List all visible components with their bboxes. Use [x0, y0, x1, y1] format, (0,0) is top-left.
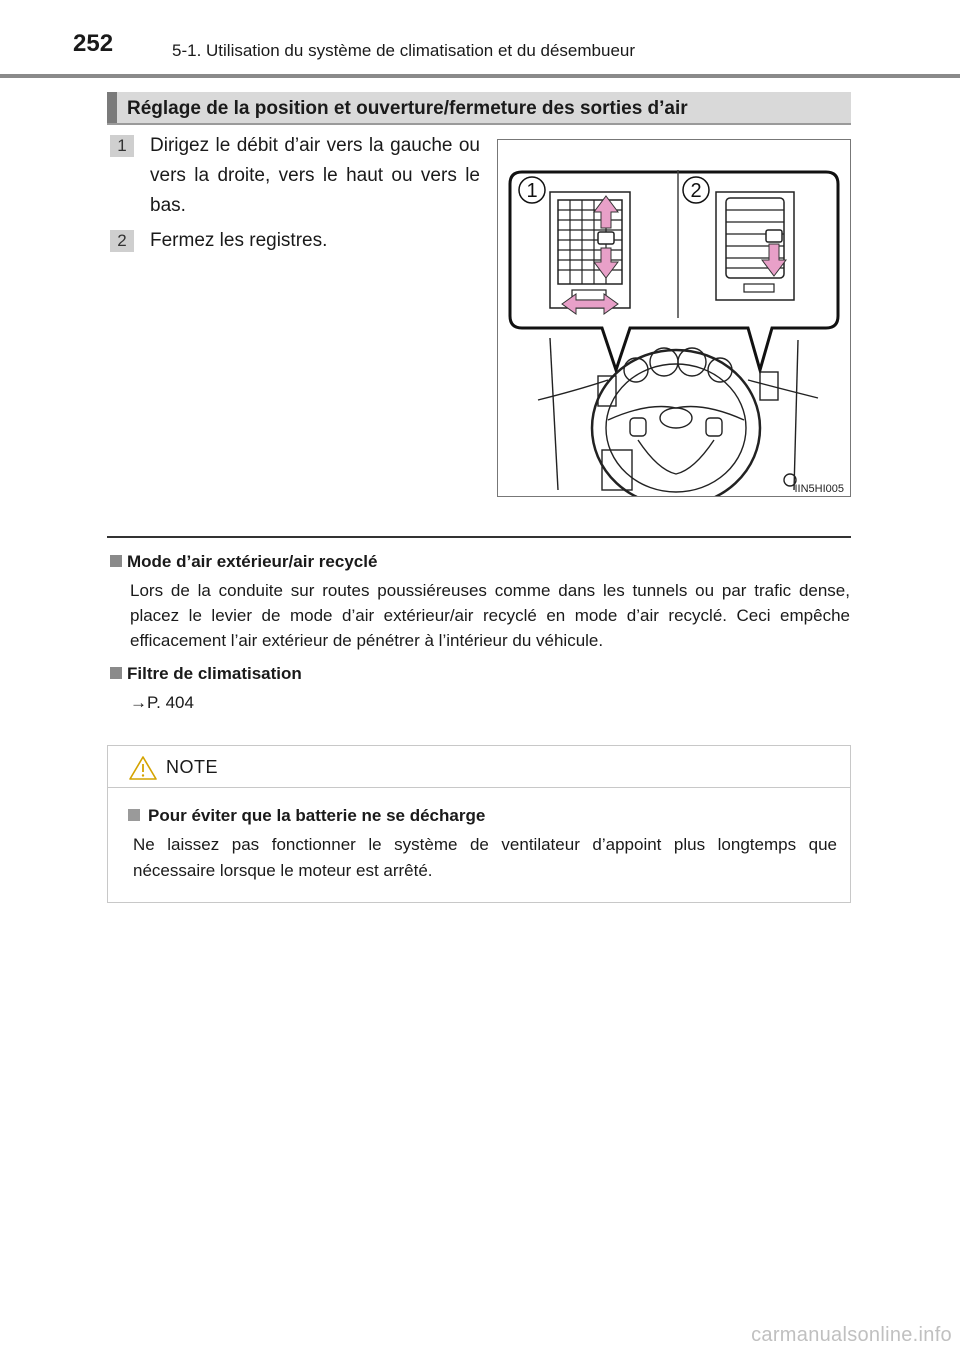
- note-header: [108, 746, 850, 788]
- note-box: [107, 745, 851, 903]
- vent-closed: [716, 192, 794, 300]
- header-rule: [0, 74, 960, 78]
- step-1: [110, 131, 480, 221]
- section-title: Réglage de la position et ouverture/fermeture des sorties d’air: [127, 98, 688, 119]
- illustration-code: IIN5HI005: [794, 483, 844, 495]
- bullet-square-icon: [110, 555, 122, 567]
- section-bar-accent: [107, 92, 117, 123]
- vent-open: [550, 192, 630, 314]
- air-mode-paragraph: Lors de la conduite sur routes poussiéreuses comme dans les tunnels ou par trafic dense, placez le levier de mode d’air extérieur/air recyclé en mode d’air recyclé. Ceci empêche efficacement l’air extérieur de pénétrer à l’intérieur du véhicule.: [130, 581, 850, 650]
- watermark: carmanualsonline.info: [751, 1324, 952, 1346]
- page-number: 252: [73, 30, 114, 57]
- note-heading-text: Pour éviter que la batterie ne se décharge: [148, 806, 486, 825]
- sub-heading-filter: [110, 664, 302, 684]
- note-label: NOTE: [166, 757, 219, 777]
- note-text: Ne laissez pas fonctionner le système de ventilateur d’appoint plus longtemps que nécessaire lorsque le moteur est arrêté.: [133, 835, 837, 880]
- sub-heading-air-mode-text: Mode d’air extérieur/air recyclé: [127, 552, 378, 571]
- step-2-text: Fermez les registres.: [150, 230, 328, 251]
- callout-1-label: 1: [526, 180, 538, 202]
- callout-2-label: 2: [690, 180, 702, 202]
- note-heading: [128, 806, 485, 826]
- vent-diagram-svg: [498, 140, 850, 496]
- dashboard-drawing: [538, 338, 818, 496]
- bullet-square-icon: [110, 667, 122, 679]
- sub-heading-filter-text: Filtre de climatisation: [127, 664, 302, 683]
- filter-page-reference: →P. 404: [130, 693, 194, 712]
- section-divider: [107, 536, 851, 538]
- section-heading-bar: [107, 92, 851, 125]
- air-vent-illustration: [497, 139, 851, 497]
- warning-triangle-icon: [128, 755, 158, 781]
- chapter-title: 5-1. Utilisation du système de climatisation et du désembueur: [172, 41, 636, 60]
- page-header: [0, 0, 960, 80]
- step-number-2: 2: [110, 230, 134, 252]
- step-number-1: 1: [110, 135, 134, 157]
- step-1-text: Dirigez le débit d’air vers la gauche ou vers la droite, vers le haut ou vers le bas.: [150, 135, 480, 216]
- step-2: [110, 226, 480, 256]
- sub-heading-air-mode: [110, 552, 377, 572]
- bullet-square-icon: [128, 809, 140, 821]
